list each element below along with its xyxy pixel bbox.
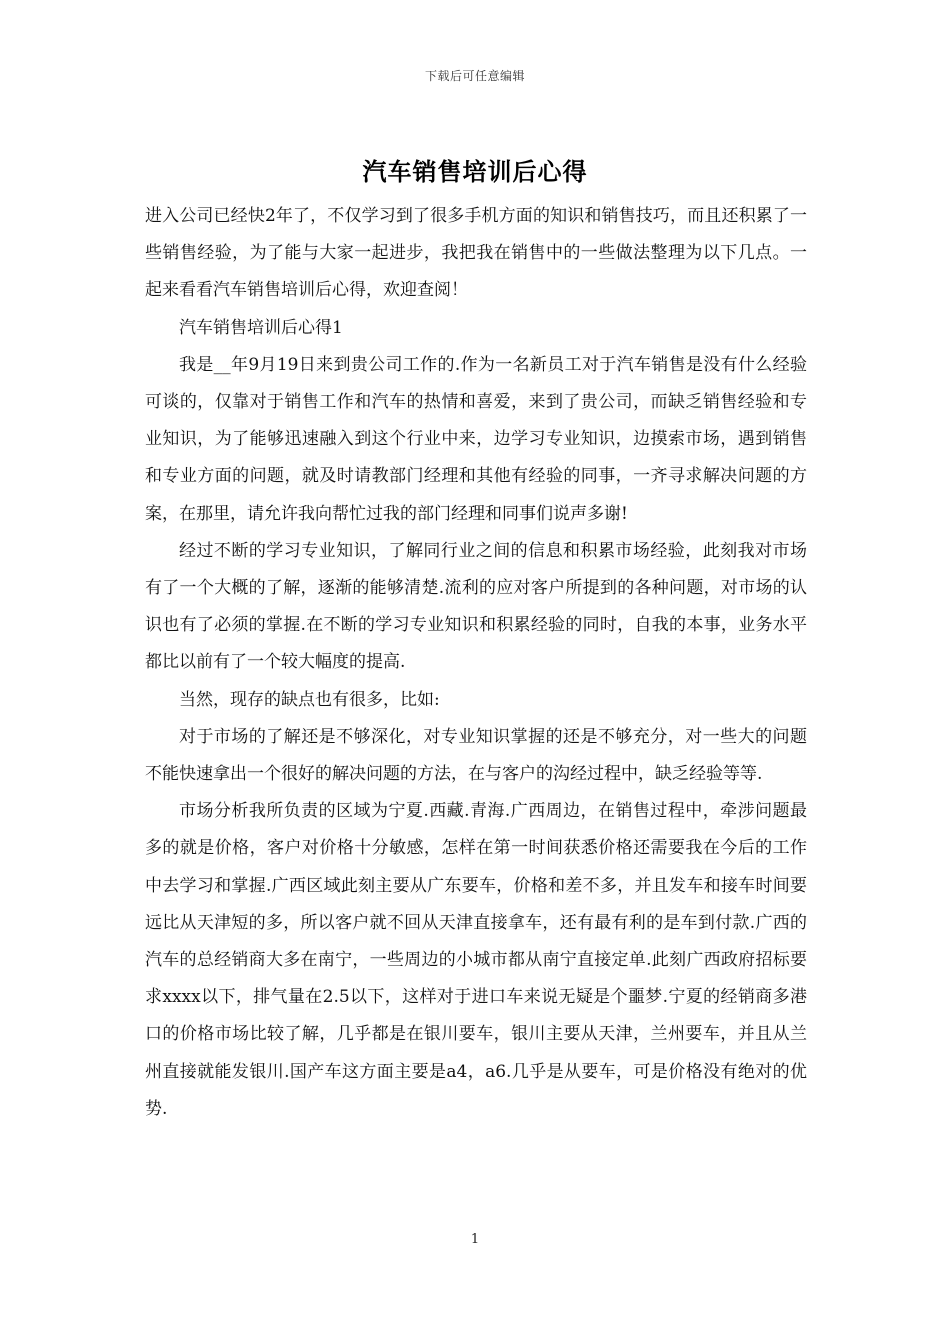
document-title: 汽车销售培训后心得 [362, 157, 588, 186]
page-number: 1 [470, 1232, 480, 1247]
header-note: 下载后可任意编辑 [424, 69, 525, 83]
document-body [145, 198, 807, 1128]
body-paragraph: 对于市场的了解还是不够深化，对专业知识掌握的还是不够充分，对一些大的问题不能快速拿出一个很好的解决问题的方法，在与客户的沟经过程中，缺乏经验等等. [145, 726, 807, 785]
body-paragraph: 经过不断的学习专业知识，了解同行业之间的信息和积累市场经验，此刻我对市场有了一个大概的了解，逐渐的能够清楚.流利的应对客户所提到的各种问题，对市场的认识也有了必须的掌握.在不断的学习专业知识和积累经验的同时，自我的本事，业务水平都比以前有了一个较大幅度的提高. [145, 540, 807, 673]
intro-paragraph: 进入公司已经快2年了，不仅学习到了很多手机方面的知识和销售技巧，而且还积累了一些销售经验，为了能与大家一起进步，我把我在销售中的一些做法整理为以下几点。一起来看看汽车销售培训后心得，欢迎查阅！ [145, 206, 807, 301]
section-heading: 汽车销售培训后心得1 [179, 317, 343, 338]
body-paragraph: 我是__年9月19日来到贵公司工作的.作为一名新员工对于汽车销售是没有什么经验可谈的，仅靠对于销售工作和汽车的热情和喜爱，来到了贵公司，而缺乏销售经验和专业知识，为了能够迅速融入到这个行业中来，边学习专业知识，边摸索市场，遇到销售和专业方面的问题，就及时请教部门经理和其他有经验的同事，一齐寻求解决问题的方案，在那里，请允许我向帮忙过我的部门经理和同事们说声多谢! [145, 354, 807, 524]
body-paragraph: 市场分析我所负责的区域为宁夏.西藏.青海.广西周边，在销售过程中，牵涉问题最多的就是价格，客户对价格十分敏感，怎样在第一时间获悉价格还需要我在今后的工作中去学习和掌握.广西区域此刻主要从广东要车，价格和差不多，并且发车和接车时间要远比从天津短的多，所以客户就不回从天津直接拿车，还有最有利的是车到付款.广西的汽车的总经销商大多在南宁，一些周边的小城市都从南宁直接定单.此刻广西政府招标要求xxxx以下，排气量在2.5以下，这样对于进口车来说无疑是个噩梦.宁夏的经销商多港口的价格市场比较了解，几乎都是在银川要车，银川主要从天津，兰州要车，并且从兰州直接就能发银川.国产车这方面主要是a4，a6.几乎是从要车，可是价格没有绝对的优势. [145, 801, 807, 1119]
body-paragraph: 当然，现存的缺点也有很多，比如: [179, 689, 440, 710]
